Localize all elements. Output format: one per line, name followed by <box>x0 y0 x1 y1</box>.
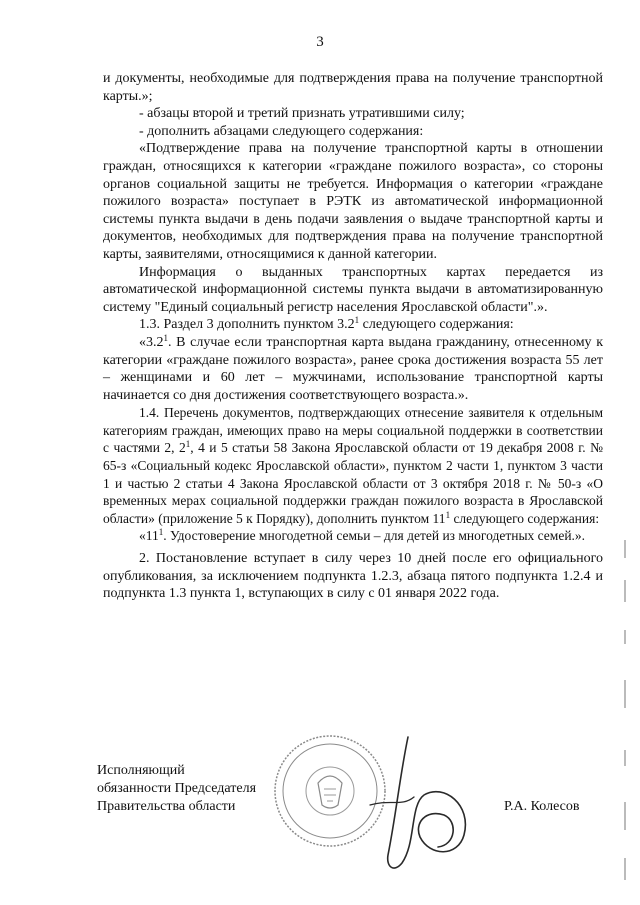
signer-title-line: Правительства области <box>97 799 236 814</box>
signature-block <box>97 762 617 816</box>
list-item-add: - дополнить абзацами следующего содержания: <box>139 123 424 139</box>
paragraph-3-2-1: «$3.2^1$. В случае если транспортная карта выдана гражданину, отнесенному к категории «граждане пожилого возраста», ранее срока достижения возраста 55 лет – женщинами и 60 лет – мужчинами, использование транспортной карты начинается со дня достижения соответствующего возраста.». <box>103 332 603 403</box>
superscript-one: 1 <box>163 332 168 343</box>
paragraph-card-info: Информация о выданных транспортных картах передается из автоматической информационной системы пункта выдачи в автоматизированную систему "Единый социальный регистр населения Ярославской области".». <box>103 264 603 315</box>
document-body <box>103 70 603 603</box>
superscript-one: 1 <box>354 315 360 326</box>
superscript-one: 1 <box>158 527 164 538</box>
superscript-one: 1 <box>445 509 451 520</box>
signer-title-line: обязанности Председателя <box>97 781 257 796</box>
margin-scan-marks <box>618 540 632 890</box>
list-item-repeal: - абзацы второй и третий признать утратившими силу; <box>139 106 465 122</box>
page-number: 3 <box>316 34 324 50</box>
paragraph-1-4: 1.4. Перечень документов, подтверждающих отнесение заявителя к отдельным категориям граждан, имеющих право на меры социальной поддержки в соответствии с частями 2, $2^1$, 4 и 5 статьи 58 Закона Ярославской области от 19 декабря 2008 г. № 65-з «Социальный кодекс Ярославской области», пунктом 2 части 1, пунктом 3 части 1 и частью 2 статьи 4 Закона Ярославской области от 3 октября 2018 г. № 50-з «О временных мерах социальной поддержки граждан пожилого возраста в Ярославской области» (приложение 5 к Порядку), дополнить пунктом $11^1$ следующего содержания: <box>103 405 603 526</box>
superscript-one: 1 <box>185 439 191 450</box>
paragraph-11-1: «$11^1$. Удостоверение многодетной семьи – для детей из многодетных семей.». <box>139 527 586 544</box>
paragraph-2-effective-date: 2. Постановление вступает в силу через 10 дней после его официального опубликования, за исключением подпункта 1.2.3, абзаца пятого подпункта 1.2.4 и подпункта 1.3 пункта 1, вступающих в силу с 01 января 2022 года. <box>103 551 603 602</box>
paragraph-1-3: 1.3. Раздел 3 дополнить пунктом $3.2^1$ следующего содержания: <box>139 315 514 333</box>
signer-title-line: Исполняющий <box>97 763 185 778</box>
signer-name: Р.А. Колесов <box>504 799 580 814</box>
paragraph-elderly-confirmation: «Подтверждение права на получение транспортной карты в отношении граждан, относящихся к категории «граждане пожилого возраста», со стороны органов социальной защиты не требуется. Информация о категории «граждане пожилого возраста» поступает в РЭТК из автоматической информационной системы пункта выдачи в день подачи заявления о выдаче транспортной карты и документов, необходимых для подтверждения права на получение транспортной карты, заявителями, относящимися к данной категории. <box>103 141 603 262</box>
paragraph-continuation: и документы, необходимые для подтверждения права на получение транспортной карты.»; <box>103 71 603 104</box>
